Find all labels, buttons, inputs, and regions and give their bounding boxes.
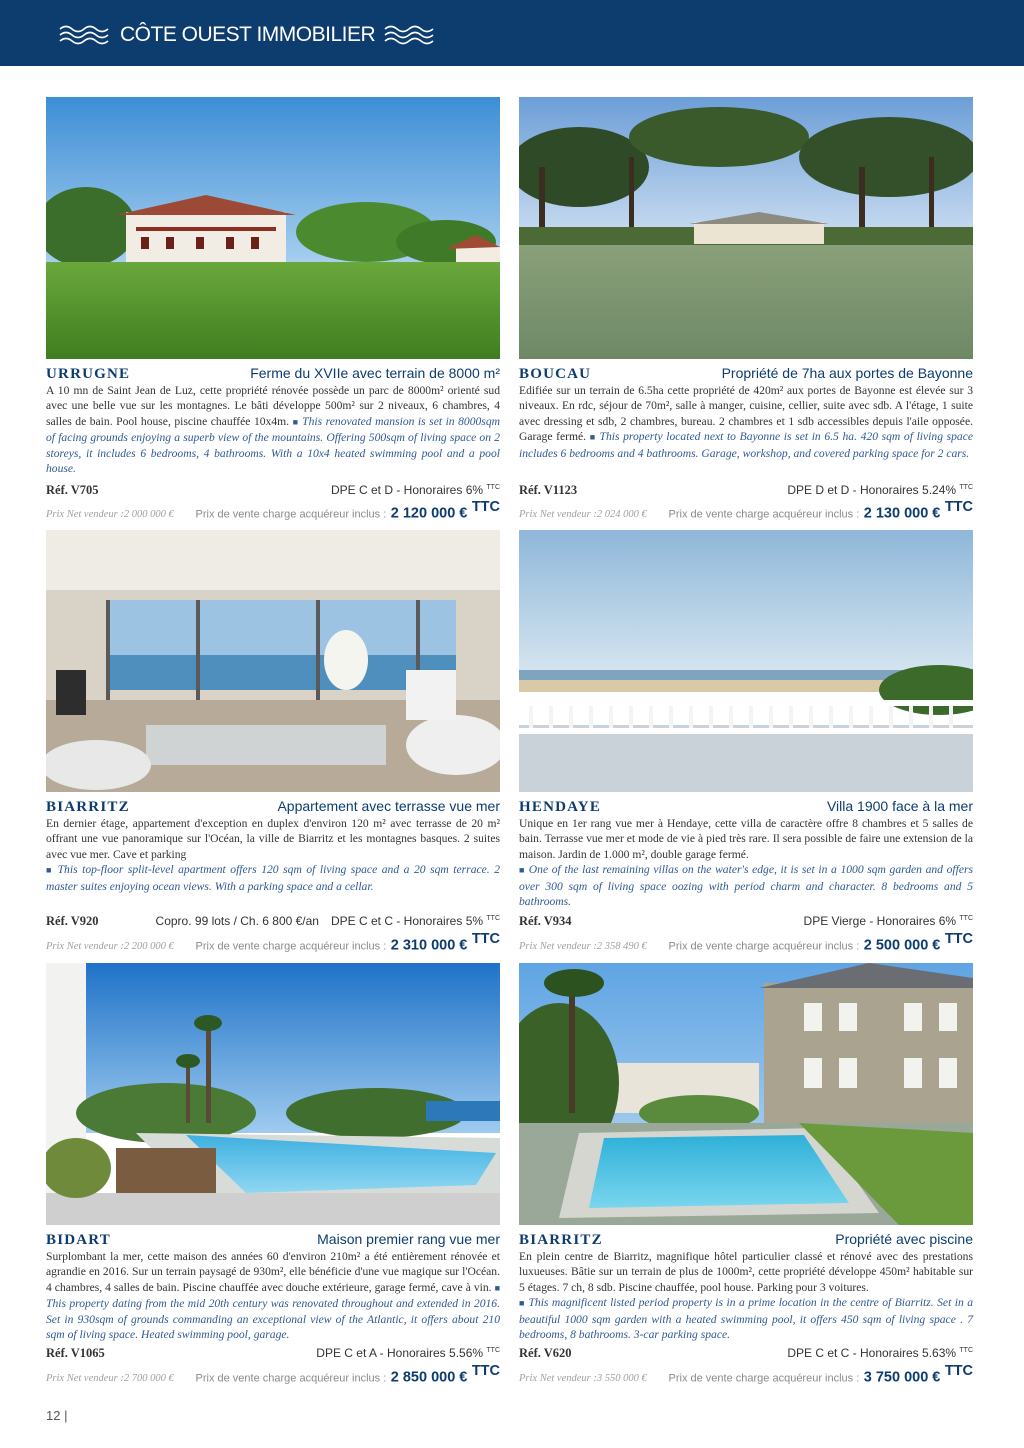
listing-city: BOUCAU <box>519 366 592 382</box>
brand-logo <box>58 20 437 50</box>
listing-dpe-fees: DPE C et D - Honoraires 6% $^{TTC}$ <box>330 483 500 497</box>
listing-price: 2 500 000 € <box>863 937 941 954</box>
waves-right-icon <box>383 24 437 46</box>
description-en: This top-floor split-level apartment offers 120 sqm of living space and a 20 sqm terrace. 2 master suites enjoying ocean views. With a parking space and a cellar. <box>46 863 500 893</box>
listing-card[interactable] <box>519 97 974 522</box>
listing-reference: Réf. V1065 <box>46 1346 105 1360</box>
listing-price-block: Prix de vente charge acquéreur inclus : 2 120 000 € $^{TTC}$ <box>195 499 500 522</box>
property-photo[interactable] <box>519 963 973 1225</box>
description-en: This property located next to Bayonne is set in 6.5 ha. 420 sqm of living space includes 6 bedrooms and 4 bathrooms. Garage, workshop, and covered parking space for 2 cars. <box>519 430 974 460</box>
listing-card[interactable] <box>46 530 500 954</box>
listing-reference: Réf. V934 <box>519 914 572 928</box>
listing-description <box>46 816 500 894</box>
description-fr: Unique en 1er rang vue mer à Hendaye, cette villa de caractère offre 8 chambres et 5 salles de bain. Terrasse vue mer et mode de vie à pied très rare. Il sera possible de faire une extension de la maison. Jardin de 1.000 m², double garage fermé. <box>519 817 973 861</box>
listing-description <box>46 383 500 476</box>
listing-headline: Propriété de 7ha aux portes de Bayonne <box>721 365 973 381</box>
listing-city: URRUGNE <box>46 366 131 382</box>
listing-price-block: Prix de vente charge acquéreur inclus : 3 750 000 € $^{TTC}$ <box>668 1363 973 1386</box>
listing-price-block: Prix de vente charge acquéreur inclus : 2 500 000 € $^{TTC}$ <box>668 931 973 954</box>
page-header <box>0 0 1024 66</box>
property-photo[interactable] <box>46 530 500 792</box>
listing-price: 2 310 000 € <box>390 937 468 954</box>
net-seller-price: Prix Net vendeur :2 358 490 € <box>519 941 647 953</box>
square-bullet-icon: ■ <box>292 416 299 427</box>
net-seller-price: Prix Net vendeur :2 200 000 € <box>46 941 174 953</box>
net-seller-price: Prix Net vendeur :2 700 000 € <box>46 1373 174 1385</box>
listing-dpe-fees: DPE C et C - Honoraires 5% $^{TTC}$ <box>330 914 500 928</box>
listing-price: 2 120 000 € <box>390 505 468 522</box>
listing-reference: Réf. V1123 <box>519 483 578 497</box>
property-photo[interactable] <box>519 530 973 792</box>
listing-headline: Propriété avec piscine <box>835 1231 973 1247</box>
listing-city: BIDART <box>46 1232 112 1248</box>
listing-dpe-fees: DPE D et D - Honoraires 5.24% $^{TTC}$ <box>787 483 973 497</box>
property-photo[interactable] <box>46 963 500 1225</box>
listing-headline: Ferme du XVIIe avec terrain de 8000 m² <box>250 365 500 381</box>
square-bullet-icon: ■ <box>519 865 526 876</box>
description-en: This magnificent listed period property is in a prime location in the centre of Biarritz. Set in a beautiful 1000 sqm garden with a heated swimming pool, it offers 450 sqm of living space . 7 bedrooms, 8 bathrooms. 3-car parking space. <box>519 1296 974 1342</box>
square-bullet-icon: ■ <box>494 1282 501 1293</box>
net-seller-price: Prix Net vendeur :3 550 000 € <box>519 1373 647 1385</box>
listing-description <box>519 1249 973 1342</box>
listing-city: BIARRITZ <box>519 1232 603 1248</box>
listing-city: HENDAYE <box>519 799 602 815</box>
listing-price: 2 850 000 € <box>390 1369 468 1386</box>
description-fr: Surplombant la mer, cette maison des années 60 d'environ 210m² a été entièrement rénovée et agrandie en 2016. Sur un terrain paysagé de 930m², elle bénéficie d'une vue magique sur l'Océan. 4 chambres, 4 salles de bain. Piscine chauffée avec douche extérieure, garage fermé, cave à vin. <box>46 1250 500 1294</box>
listing-card[interactable] <box>46 97 500 522</box>
page-number: 12 | <box>46 1408 68 1423</box>
listing-description <box>519 816 973 909</box>
listing-price: 3 750 000 € <box>863 1369 941 1386</box>
listing-reference: Réf. V705 <box>46 483 99 497</box>
net-seller-price: Prix Net vendeur :2 024 000 € <box>519 509 647 521</box>
listing-copro: Copro. 99 lots / Ch. 6 800 €/an <box>155 914 319 928</box>
listing-dpe-fees: DPE C et C - Honoraires 5.63% $^{TTC}$ <box>787 1346 973 1360</box>
listing-price-block: Prix de vente charge acquéreur inclus : 2 850 000 € $^{TTC}$ <box>195 1363 500 1386</box>
listing-card[interactable] <box>46 963 501 1386</box>
listing-dpe-fees: DPE C et A - Honoraires 5.56% $^{TTC}$ <box>316 1346 500 1360</box>
listing-price-block: Prix de vente charge acquéreur inclus : 2 310 000 € $^{TTC}$ <box>195 931 500 954</box>
description-en: This renovated mansion is set in 8000sqm of facing grounds enjoying a superb view of the mountains. Offering 500sqm of living space on 2 storeys, it includes 6 bedrooms, 4 bathrooms. With a 10x4 heated swimming pool and a pool house. <box>46 414 500 476</box>
listing-reference: Réf. V620 <box>519 1346 572 1360</box>
description-fr: En dernier étage, appartement d'exception en duplex d'environ 120 m² avec terrasse de 20 m² offrant une vue panoramique sur l'Océan, la ville de Biarritz et les montagnes basques. 2 suites avec vue mer. Cave et parking <box>46 817 500 861</box>
listing-price: 2 130 000 € <box>863 505 941 522</box>
description-fr: En plein centre de Biarritz, magnifique hôtel particulier classé et rénové avec des prestations luxueuses. Bâtie sur un terrain de plus de 1000m², cette propriété développe 450m² habitable sur 5 étages. 7 ch, 8 sdb. Piscine chauffée, pool house. Parking pour 3 voitures. <box>519 1250 973 1294</box>
waves-left-icon <box>58 24 112 46</box>
description-en: One of the last remaining villas on the water's edge, it is set in a 1000 sqm garden and offers over 300 sqm of living space oozing with period charm and character. 8 bedrooms and 5 bathrooms. <box>519 863 973 909</box>
description-fr: A 10 mn de Saint Jean de Luz, cette propriété rénovée possède un parc de 8000m² orienté sud avec une belle vue sur les montagnes. Le bâti développe 500m² sur 2 niveaux, 6 chambres, 4 salles de bain. Pool house, piscine chauffée 10x4m. <box>46 384 500 428</box>
listing-headline: Maison premier rang vue mer <box>317 1231 500 1247</box>
net-seller-price: Prix Net vendeur :2 000 000 € <box>46 509 174 521</box>
brand-name: CÔTE OUEST IMMOBILIER <box>120 23 376 46</box>
listing-headline: Villa 1900 face à la mer <box>826 798 973 814</box>
square-bullet-icon: ■ <box>519 1298 525 1309</box>
square-bullet-icon: ■ <box>46 865 54 876</box>
listing-description <box>519 383 973 461</box>
listing-card[interactable] <box>519 963 974 1386</box>
listing-price-block: Prix de vente charge acquéreur inclus : 2 130 000 € $^{TTC}$ <box>668 499 973 522</box>
description-fr: Edifiée sur un terrain de 6.5ha cette propriété de 420m² aux portes de Bayonne est élevée sur 3 niveaux. En rdc, séjour de 70m², salle à manger, cuisine, cellier, suite avec sdb. A l'étage, 1 suite avec dressing et sdb, 2 chambres, bureau. 2 chambres et 1 sdb accessibles depuis l'aile opposée. Garage fermé. <box>519 384 973 444</box>
description-en: This property dating from the mid 20th century was renovated throughout and extended in 2016. Set in 930sqm of grounds commanding an exceptional view of the Atlantic, it offers about 210 sqm of living space. Heated swimming pool, garage. <box>46 1297 500 1342</box>
square-bullet-icon: ■ <box>589 432 596 443</box>
property-photo[interactable] <box>519 97 973 359</box>
listing-dpe-fees: DPE Vierge - Honoraires 6% $^{TTC}$ <box>803 914 973 928</box>
listing-headline: Appartement avec terrasse vue mer <box>277 798 500 814</box>
listing-city: BIARRITZ <box>46 799 130 815</box>
property-photo[interactable] <box>46 97 500 359</box>
listing-card[interactable] <box>519 530 973 954</box>
listing-reference: Réf. V920 <box>46 914 99 928</box>
listing-description <box>46 1249 500 1342</box>
